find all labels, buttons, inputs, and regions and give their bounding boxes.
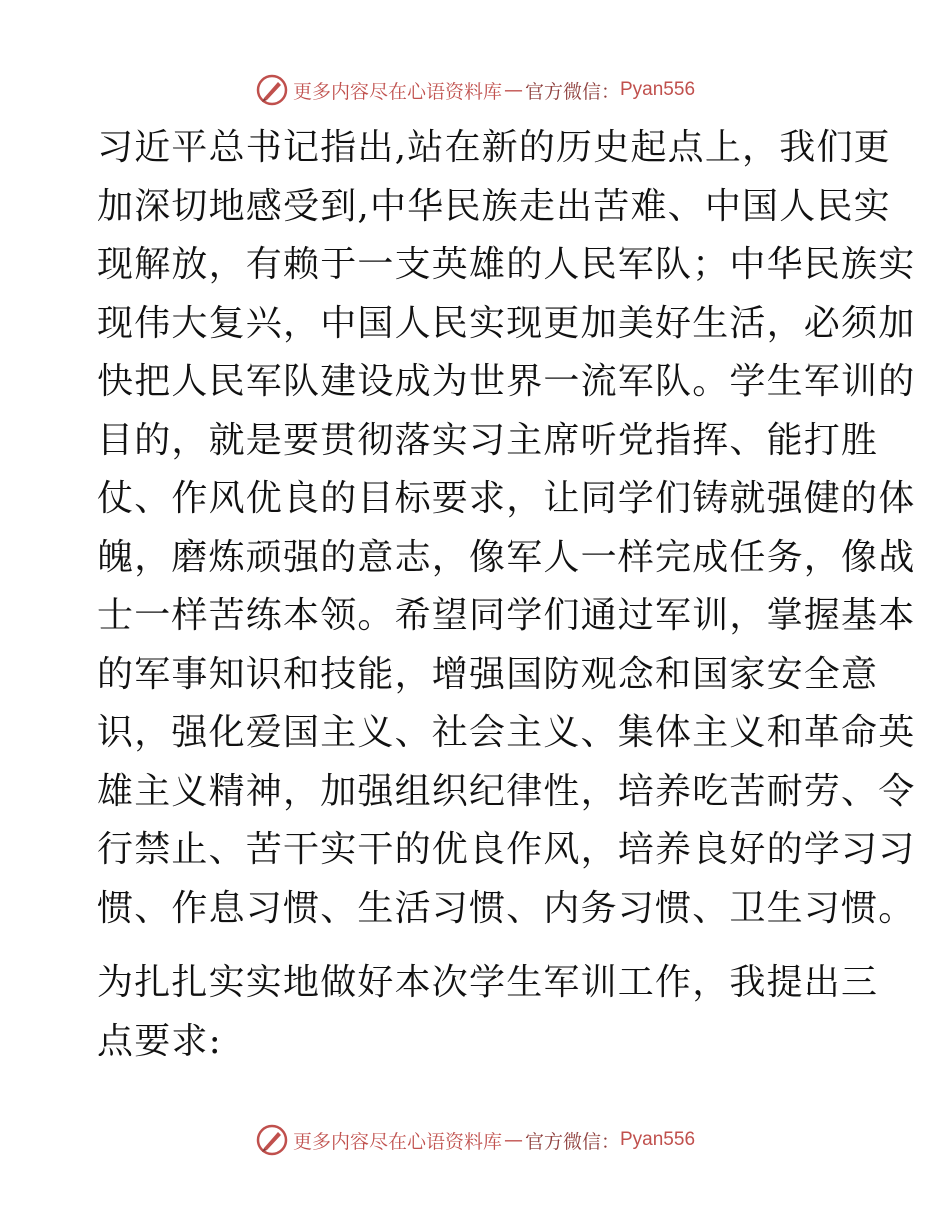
text-line: 行禁止、苦干实干的优良作风，培养良好的学习习 [97, 829, 916, 870]
text-line: 加深切地感受到,中华民族走出苦难、中国人民实 [97, 185, 891, 227]
text-line: 习近平总书记指出,站在新的历史起点上，我们更 [97, 127, 891, 168]
text-line: 为扎扎实实地做好本次学生军训工作，我提出三 [97, 962, 879, 1003]
paragraph-1 [97, 119, 916, 938]
text-line: 士一样苦练本领。希望同学们通过军训，掌握基本 [97, 595, 916, 636]
text-line: 现解放，有赖于一支英雄的人民军队；中华民族实 [97, 244, 916, 285]
text-line: 现伟大复兴，中国人民实现更加美好生活，必须加 [97, 302, 916, 344]
paragraph-2 [97, 954, 879, 1071]
watermark-official-label: 官方微信： [524, 1130, 620, 1153]
text-line: 点要求: [97, 1020, 222, 1062]
pen-logo-icon [255, 73, 289, 107]
watermark-wechat-id: Pyan556 [620, 1129, 696, 1150]
text-line: 魄，磨炼顽强的意志，像军人一样完成任务，像战 [97, 536, 916, 578]
text-line: 惯、作息习惯、生活习惯、内务习惯、卫生习惯。 [97, 887, 916, 929]
body-text [97, 119, 916, 1071]
pen-logo-icon [255, 1123, 289, 1157]
watermark-official-label: 官方微信： [524, 80, 620, 103]
watermark-brand-text: 更多内容尽在心语资料库 [292, 1130, 502, 1153]
text-line: 仗、作风优良的目标要求，让同学们铸就强健的体 [97, 478, 916, 519]
watermark-brand-text: 更多内容尽在心语资料库 [292, 80, 502, 103]
footer-watermark [0, 1120, 950, 1160]
text-line: 雄主义精神，加强组织纪律性，培养吃苦耐劳、令 [97, 770, 916, 812]
header-watermark [0, 70, 950, 110]
text-line: 的军事知识和技能，增强国防观念和国家安全意 [97, 653, 879, 695]
text-line: 快把人民军队建设成为世界一流军队。学生军训的 [97, 361, 916, 402]
watermark-separator: — [503, 1129, 523, 1151]
watermark-separator: — [503, 79, 523, 101]
watermark-wechat-id: Pyan556 [620, 79, 696, 100]
text-line: 识，强化爱国主义、社会主义、集体主义和革命英 [97, 712, 916, 753]
text-line: 目的，就是要贯彻落实习主席听党指挥、能打胜 [97, 419, 879, 461]
